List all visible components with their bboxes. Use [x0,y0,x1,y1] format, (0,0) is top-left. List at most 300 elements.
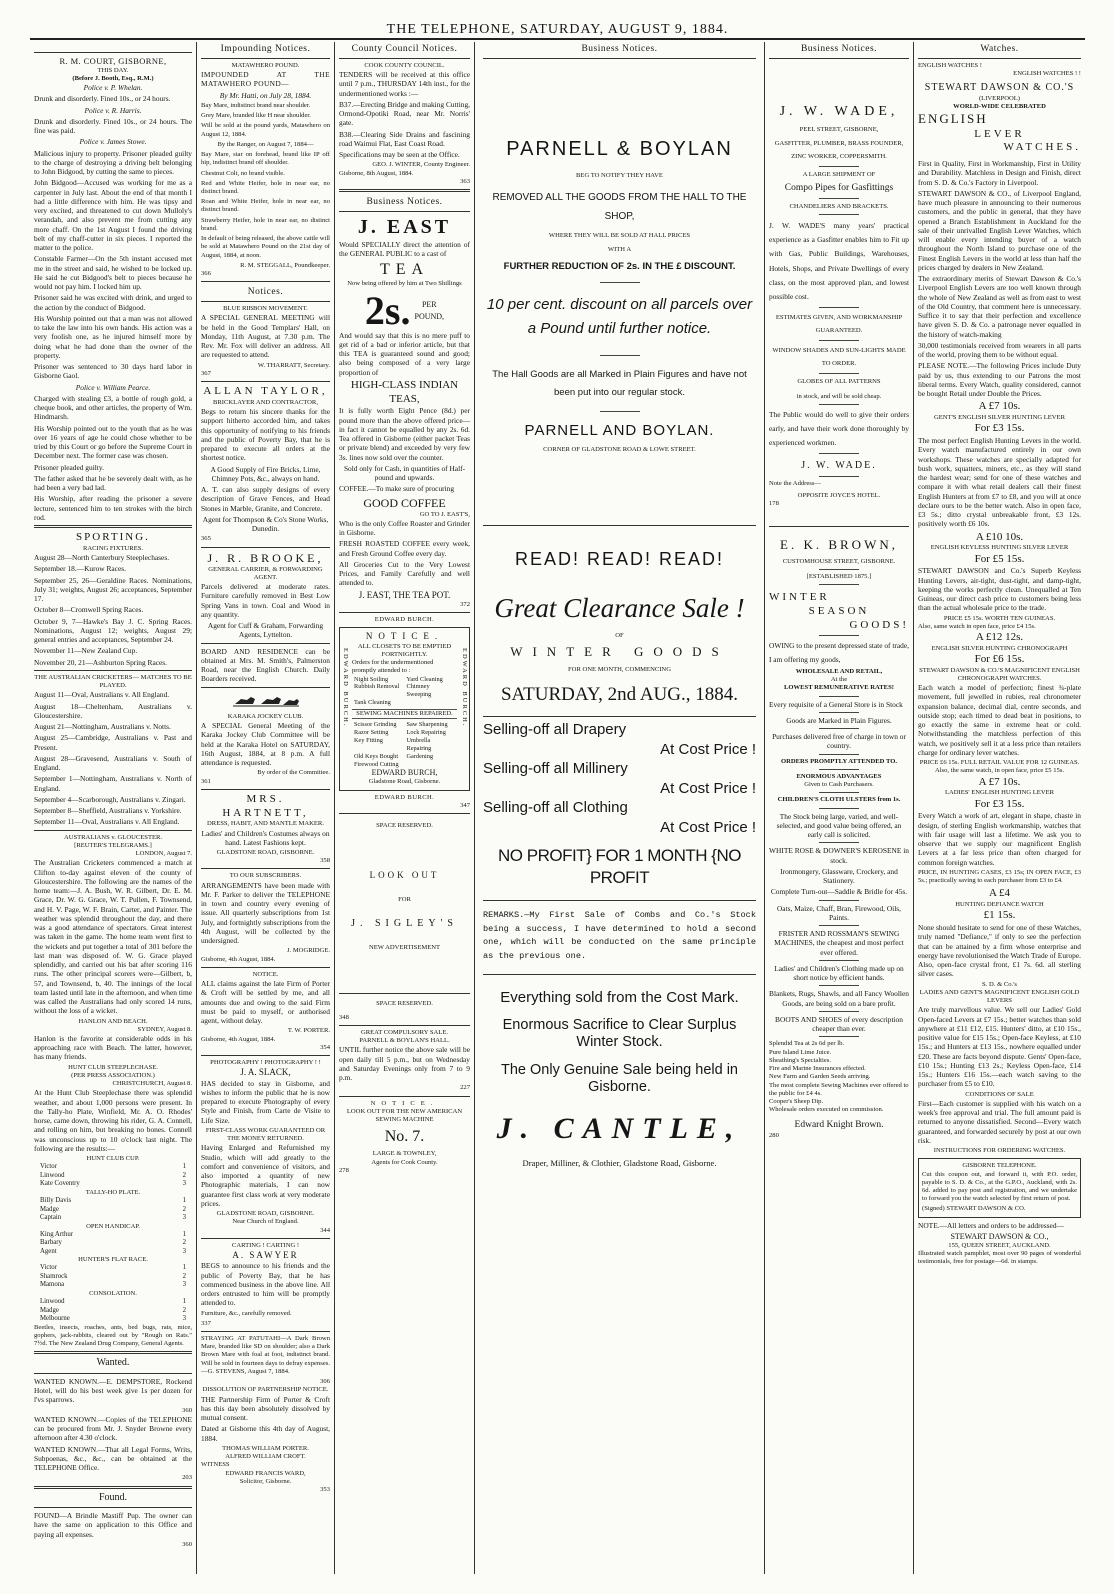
studio-text: Having Enlarged and Refurnished my Studio, which will add greatly to the comfort and convenience of visitors, and also imported a quantity of new Photographic materials, I can now guarantee first class work at very moderate prices. [201,1143,330,1208]
compulsory: GREAT COMPULSORY SALE. [360,1029,448,1037]
list-item: The most complete Sewing Machines ever offered to the public for £4 4s. [769,1081,909,1097]
fixture: November 11—New Zealand Cup. [34,646,138,656]
impound-item: Will be sold at the pound yards, Matawhero on August 12, 1884. [201,122,330,138]
ad-number: 358 [320,857,330,865]
instructions: INSTRUCTIONS FOR ORDERING WATCHES. [933,1147,1066,1155]
sporting-title: SPORTING. [76,531,150,544]
watches-header: Watches. [918,42,1081,59]
stock-text: The Stock being large, varied, and well-selected, and good value being offered, an early call is solicited. [776,811,902,840]
agents: Agents for Cook County. [371,1158,438,1166]
gladstone-road: GLADSTONE ROAD, GISBORNE. [216,849,315,857]
owing: OWING to the present depressed state of trade, I am offering my goods, [769,641,909,664]
english-watches: ENGLISH WATCHES ! ! [1013,70,1081,78]
horse-name: Mamona [40,1281,65,1289]
wanted-title: Wanted. [96,1357,130,1369]
impound-item: Chestnut Colt, no brand visible. [201,169,285,177]
date: Gisborne, 8th August, 1884. [339,169,414,177]
until-text: UNTIL further notice the above sale will be open daily till 5 p.m., but on Wednesday and Saturday Evenings only from 7 to 9 p.m. [339,1045,470,1083]
court-para: Charged with stealing £3, a bottle of rough gold, a cheque book, and other articles, the property of Wm. Hindmarsh. [34,393,192,422]
signature: THOMAS WILLIAM PORTER. [222,1444,309,1452]
gisborne-telephone: GISBORNE TELEPHONE. [962,1162,1037,1170]
watch-sub: STEWART DAWSON & CO.'S MAGNIFICENT ENGLISH CHRONOGRAPH WATCHES. [919,666,1080,682]
impound-item: Strawberry Heifer, hole in near ear, no distinct brand. [201,216,330,232]
selling-price: At Cost Price ! [660,818,756,836]
new-adv: NEW ADVERTISEMENT [368,944,441,952]
sale-price: For £6 15s. [974,652,1025,665]
wade-2: J. W. WADE. [801,460,877,472]
price-headline: A £12 12s. [975,631,1024,643]
dateline: SYDNEY, August 8. [137,1025,192,1033]
hartnett-text: Ladies' and Children's Costumes always on hand. Latest Fashions kept. [201,828,330,847]
result-row [34,1163,192,1171]
sewing: SEWING MACHINES REPAIRED. [352,709,457,719]
cash-buyers: Given to Cash Purchasers. [804,781,874,789]
court-para: Malicious injury to property. Prisoner pleaded guilty to the charge of destroying a driving belt belonging to John Bidgood, by cutting the same to pieces. [34,148,192,177]
by-hatti: By Mr. Hatti, on July 28, 1884. [219,90,312,100]
large-shipment: A LARGE SHIPMENT OF [802,170,876,178]
agent-cuff: Agent for Cuff & Graham, Forwarding Agents, Lyttelton. [207,621,324,640]
placing: 1 [182,1264,186,1272]
result-row [34,1231,192,1239]
watches: WATCHES. [1003,141,1081,154]
service-item: Chimney Sweeping [406,683,432,699]
court-para: Constable Farmer—On the 5th instant accused met me in the street and said, he wished to be locked up. He said he cut Bidgood's belt to pieces because he would not pay him. I locked him up. [34,254,192,292]
ad-number: 348 [339,1013,349,1021]
service-item: Gardening [406,752,434,760]
match: September 4—Scarborough, Australians v. Zingari. [34,794,186,804]
burch-name: EDWARD BURCH, [371,768,438,778]
photography: PHOTOGRAPHY ! PHOTOGRAPHY ! ! [210,1059,321,1067]
note-address: Note the Address— [769,479,822,487]
placing: 3 [182,1214,186,1222]
read-read-read: READ! READ! READ! [514,548,725,569]
court-para: Prisoner pleaded guilty. [34,462,104,472]
impound-item: In default of being released, the above cattle will be sold at Matawhero Pound on the 21st day of August, 1884, at noon. [201,235,330,259]
ad-number: 366 [201,270,211,278]
large-townley: LARGE & TOWNLEY, [372,1150,437,1158]
column-wade-brown [765,42,913,1574]
placing: 2 [182,1205,186,1213]
horse-name: Linwood [40,1171,65,1179]
ad-number: 363 [460,177,470,185]
fixture: September 18.—Kurow Races. [34,564,126,574]
of: OF [615,631,624,639]
ladies-clothing: Ladies' and Children's Clothing made up on short notice by efficient hands. [774,963,904,983]
indian-teas: HIGH-CLASS INDIAN TEAS, [350,378,459,405]
column-watches [914,42,1085,1574]
tea-note: Now being offered by him at Two Shillings [347,280,462,288]
witness: WITNESS [201,1461,230,1469]
karaka-text: A SPECIAL General Meeting of the Karaka Jockey Club Committee will be held at the Karaka Hotel on SATURDAY, 16th August, 1884, at 8 p.m. A full attendance is requested. [201,721,330,768]
placing: 2 [182,1306,186,1314]
race-name: TALLY-HO PLATE. [85,1188,141,1196]
rm-court-sub: THIS DAY. [97,66,129,74]
goods: GOODS! [849,618,909,631]
result-row [34,1315,192,1323]
strayed: STRAYING AT PATUTAHI—A Dark Brown Mare, branded like SD on shoulder; also a Dark Brown Mare with foal at foot, indistinct brand. Will be sold in fourteen days to defray expenses.—G. STEVENS, August 7, 1884. [201,1334,330,1375]
first-class: FIRST-CLASS WORK GUARANTEED OR THE MONEY RETURNED. [205,1126,326,1143]
court-para: Drunk and disorderly. Fined 10s., or 24 hours. [34,94,171,104]
tender-item: B38.—Clearing Side Drains and fascining road Waimui Flat, East Coast Road. [339,129,470,148]
watch-title: GENT'S ENGLISH SILVER HUNTING LEVER [934,414,1065,422]
dress-maker: DRESS, HABIT, AND MANTLE MAKER. [207,820,324,828]
selling-item: Selling-off all Millinery [483,760,628,778]
service-item: Tank Cleaning [354,699,391,707]
where: WHERE THEY WILL BE SOLD AT HALL PRICES [548,232,691,240]
fixture: October 8—Cromwell Spring Races. [34,605,144,615]
lever: LEVER [974,127,1025,140]
ad-number: 347 [460,801,470,809]
opposite: OPPOSITE JOYCE'S HOTEL. [797,491,881,499]
enormous-advantages: ENORMOUS ADVANTAGES [796,772,882,780]
selling-price: At Cost Price ! [660,740,756,758]
placing: 2 [182,1171,186,1179]
date: Gisborne, 4th August, 1884. [201,955,276,963]
rm-court-title: R. M. COURT, GISBORNE, [59,56,167,66]
impound-item: Grey Mare, branded like H near shoulder. [201,112,311,120]
established: [ESTABLISHED 1875.] [806,572,872,580]
placing: 1 [182,1197,186,1205]
service-item: Firewood Cutting [354,760,399,768]
burch-addr: Gladstone Road, Gisborne. [368,778,441,786]
knight-brown: Edward Knight Brown. [794,1120,884,1131]
service-item: Lock Repairing [406,729,446,737]
masthead: THE TELEPHONE, SATURDAY, AUGUST 9, 1884. [386,22,729,37]
every-req: Every requisite of a General Store is in Stock [769,699,903,709]
gasfitter: GASFITTER, PLUMBER, BRASS FOUNDER, ZINC WORKER, COPPERSMITH. [774,139,904,160]
everything: Everything sold from the Cost Mark. [500,988,739,1006]
orders-for: Orders for the undermentioned promptly attended to : [352,659,434,675]
globes: GLOBES OF ALL PATTERNS [797,378,881,386]
price-headline: A £7 10s. [978,775,1021,788]
good-coffee: GOOD COFFEE [363,495,446,510]
race-name: OPEN HANDICAP. [86,1222,140,1230]
dateline: LONDON, August 7. [135,850,192,858]
remarks: REMARKS.—My First Sale of Combs and Co.'s Stock being a success, I have determined to hold a second one, which will be conducted on the same principle as the previous one. [483,909,756,962]
match: September 1—Nottingham, Australians v. North of England. [34,774,192,793]
result-row [34,1206,192,1214]
court-para: Prisoner was sentenced to 30 days hard labor in Gisborne Gaol. [34,362,192,381]
list-item: Sheathing's Specialties. [769,1056,831,1064]
race-name: HUNTER'S FLAT RACE. [78,1256,148,1264]
parnell-hall: PARNELL & BOYLAN'S HALL. [359,1037,450,1045]
match: August 28—Gravesend, Australians v. South of England. [34,753,192,773]
pound: POUND, [414,311,445,321]
ten-percent: 10 per cent. discount on all parcels over a Pound until further notice. [486,296,753,338]
placing: 3 [182,1180,186,1188]
column-county-council [335,42,474,1574]
placing: 3 [182,1247,186,1255]
placing: 3 [182,1315,186,1323]
services-grid [352,721,457,768]
watch-text: Each watch a model of perfection; finest ¾-plate movement, full jewelled in rubies, real chronometer expansion balance, decimal dial, centre seconds, and outside stop; each timed to dead beat in positions, to go exactly the same in extreme heat or cold. Notwithstanding the matchless perfection of this watch, we positively sell it at a less price than retailers charge for ordinary lever watches. [918,683,1081,757]
tender-item: B37.—Erecting Bridge and making Cutting, Ormond-Opotiki Road, near Mr. Norris' gate. [339,99,470,128]
sd-address: STEWART DAWSON & CO., [950,1231,1049,1241]
result-row [34,1214,192,1222]
sigley: J. SIGLEY'S [351,917,458,929]
watch-title: LADIES' ENGLISH HUNTING LEVER [944,789,1055,797]
wanted-item: WANTED KNOWN.—Copies of the TELEPHONE can be procured from Mr. J. Snyder Browne every afternoon after 4.30 o'clock. [34,1414,192,1443]
service-item: Razor Setting [354,729,389,737]
porter-text: ALL claims against the late Firm of Porter & Croft will be settled by me, and all amounts due and owing to the said Firm must be paid to myself, or authorised agent, without delay. [201,979,330,1026]
horse-name: Victor [40,1264,57,1272]
race-name: HUNT CLUB CUP. [86,1155,140,1163]
impounding-header: Impounding Notices. [201,42,330,59]
notice: NOTICE. [370,1099,439,1107]
ad-number: 354 [320,1043,330,1051]
cricket-report: The Australian Cricketers commenced a match at Clifton to-day against eleven of the county of Gloucestershire. The following are the names of the home team:—J. A. Bush, W. R. Gilbert, Dr. E. M. Grace, Dr. W. G. Grace, W. T. Pullen, F. Townsend, and H. V. Page, W. F. Brain, Carter, and Painter. The weather was splendid throughout the day, and there was a good attendance of spectators. Great interest was taken in the game. The home team went first to the wickets and put together a total of 301 before the last man was disposed of. W. G. Grace played splendidly, and carried out his bat after scoring 116 runs. The other principal scorers were—Gilbert, b, 57, and Townsend, b, 40. The innings of the local team lasted until late in the afternoon, and when time was called the Australians had only scored 14 runs, without the loss of a wicket. [34,858,192,1016]
watch-text: Every Watch a work of art, elegant in shape, chaste in design, of sterling English workmanship, watches that with fair usage will last a lifetime. We ask you to observe that we supply our magnificent English Levers at a far less price than often charged for common foreign watches. [918,811,1081,867]
fresh: FRESH ROASTED COFFEE every week, and Fresh Ground Coffee every day. [339,539,470,558]
frister: FRISTER AND ROSSMAN'S SEWING MACHINES, the cheapest and most perfect ever offered. [774,929,904,957]
signature: W. THARRATT, Secretary. [257,361,330,369]
compo-pipes: Compo Pipes for Gasfittings [784,183,894,194]
signature: R. M. STEGGALL, Poundkeeper. [240,261,330,269]
placing: 3 [182,1281,186,1289]
beg-to-notify: BEG TO NOTIFY THEY HAVE [576,171,663,179]
court-para: Police v. William Pearce. [75,382,151,392]
taylor-text: Begs to return his sincere thanks for the support hitherto accorded him, and takes this opportunity of notifying to his friends and the public of Poverty Bay, that he is prepared to execute all orders at the shortest notice. [201,407,330,463]
placing: 1 [182,1230,186,1238]
hartnett: MRS. HARTNETT, [222,792,309,819]
list-item: New Farm and Garden Seeds arriving. [769,1073,871,1081]
horse-name: Billy Davis [40,1197,72,1205]
match: August 11—Oval, Australians v. All England. [34,690,170,700]
watch-title: ENGLISH KEYLESS HUNTING SILVER LEVER [930,544,1069,552]
horse-name: King Arthur [40,1230,74,1238]
notice: NOTICE. [252,970,279,978]
column-business-notices [475,42,764,1574]
east-text: Would SPECIALLY direct the attention of the GENERAL PUBLIC to a cast of [339,239,470,259]
carting: CARTING ! CARTING ! [231,1241,300,1249]
hunt-title: HUNT CLUB STEEPLECHASE. [68,1063,158,1071]
impounded: IMPOUNDED AT THE MATAWHERO POUND— [201,70,330,89]
signature: T. W. PORTER. [287,1027,330,1035]
result-row [34,1172,192,1180]
list-item: Pure Island Lime Juice. [769,1048,832,1056]
wade: J. W. WADE, [779,103,899,119]
ad-number: 367 [201,369,211,377]
lowest: LOWEST REMUNERATIVE RATES! [784,684,894,692]
ad-number: 227 [460,1084,470,1092]
winter: WINTER [769,591,830,604]
ad-number: 337 [201,1319,211,1327]
closets: ALL CLOSETS TO BE EMPTIED FORTNIGHTLY. [357,642,452,658]
east-text: And would say that this is no mere puff to get rid of a bad or inferior article, but that this TEA is guaranteed sound and good; also being composed of a very large proportion of [339,330,470,377]
business-header: Business Notices. [483,42,756,59]
space-reserved: SPACE RESERVED. [376,822,433,830]
store-list [769,1040,909,1114]
coffee-text: Who is the only Coffee Roaster and Grinder in Gisborne. [339,518,470,538]
dissolution-text: THE Partnership Firm of Porter & Croft has this day been absolutely dissolved by mutual consent. [201,1394,330,1423]
blue-ribbon: BLUE RIBBON MOVEMENT. [223,305,308,313]
horse-name: Madge [40,1306,59,1314]
horse-race-icon [201,691,330,711]
cricketers-title: THE AUSTRALIAN CRICKETERS— MATCHES TO BE PLAYED. [34,673,192,690]
space-reserved: SPACE RESERVED. [376,999,433,1007]
service-item: Yard Cleaning [406,675,443,683]
impound-item: Red and White Heifer, hole in near ear, no distinct brand. [201,179,330,195]
burch-side-label: EDWARD BURCH. [342,648,350,728]
sale-price: For £5 15s. [974,552,1025,565]
hunt-text: At the Hunt Club Steeplechase there was splendid weather, and about 1,000 persons were present. In the Tally-ho Plate, Winfield, Mr. A. O. Rhodes' horse, came down, throwing his rider, G. A. Connell, and rolling on him, but breaking no bones. Connell was unconscious up to 10 o'clock last night. The following are the results:— [34,1088,192,1153]
orders-promptly: ORDERS PROMPTLY ATTENDED TO. [780,757,898,765]
worldwide: WORLD-WIDE CELEBRATED [953,103,1046,111]
burch-top: EDWARD BURCH. [374,616,435,624]
service-item: Scissor Grinding [354,721,397,729]
near-church: Near Church of England. [232,1218,299,1226]
hanlon-title: HANLON AND BEACH. [78,1017,148,1025]
by-order: By order of the Committee. [257,769,330,777]
no-profit: NO PROFIT} FOR 1 MONTH {NO PROFIT [498,846,741,887]
service-item: Old Keys Bought [354,752,399,760]
chandeliers: CHANDELIERS AND BRACKETS. [789,203,889,211]
result-row [34,1264,192,1272]
result-row [34,1298,192,1306]
ad-number: 365 [201,535,211,543]
selling-list [483,720,756,837]
blue-text: A SPECIAL GENERAL MEETING will be held in the Good Templars' Hall, on Monday, 11th August, at 7.30 p.m. The Rev. Mr. Fox will deliver an address. All are requested to attend. [201,313,330,360]
impound-item: By the Ranger, on August 7, 1884— [217,140,314,148]
selling-item: Selling-off all Clothing [483,799,628,817]
column-court-sporting [30,42,196,1574]
column-impounding-notices [197,42,334,1574]
list-item: Cooper's Sheep Dip. [769,1097,824,1105]
boots: BOOTS AND SHOES of every description cheaper than ever. [775,1014,903,1034]
clearance-sale: Great Clearance Sale ! [494,593,745,624]
no-7: No. 7. [384,1128,425,1146]
tender-text: TENDERS will be received at this office until 7 p.m., THURSDAY 14th inst., for the undermentioned works :— [339,70,470,98]
allan-taylor: ALLAN TAYLOR, [203,385,328,398]
result-row [34,1281,192,1289]
coffee-note: COFFEE.—To make sure of procuring [339,484,455,494]
english-watches: ENGLISH WATCHES ! [918,61,982,69]
burch-bottom: EDWARD BURCH. [374,793,435,801]
jrb-brooke: J. R. BROOKE, [207,550,324,565]
burch-notice: NOTICE. [365,631,444,642]
result-row [34,1248,192,1256]
price-line: PRICE £6 15s. FULL RETAIL VALUE FOR 12 GUINEAS. [919,759,1080,767]
window-shades: WINDOW SHADES AND SUN-LIGHTS MADE TO ORDER. [772,347,906,368]
price-line: PRICE, IN HUNTING CASES, £3 15s; IN OPEN FACE, £3 5s.; practically saving to each purchaser from £3 to £4. [918,868,1081,885]
purchases: Purchases delivered free of charge in town or country. [772,732,906,751]
oats: Oats, Maize, Chaff, Bran, Firewood, Oils, Paints. [776,903,902,922]
dateline: CHRISTCHURCH, August 8. [112,1080,192,1088]
court-para: Police v. James Stowe. [79,137,147,147]
list-item: Wholesale orders executed on commission. [769,1106,884,1114]
court-para: Prisoner said he was excited with drink, and urged to the action by the conduct of Bidgood. [34,293,192,312]
signature: ALFRED WILLIAM CROFT. [225,1453,306,1461]
matawhero-pound: MATAWHERO POUND. [231,61,300,69]
race-results [34,1155,192,1323]
business-header: Business Notices. [769,42,909,59]
watch-title: ENGLISH SILVER HUNTING CHRONOGRAPH [931,644,1068,652]
parnell-boylan: PARNELL & BOYLAN [506,137,733,160]
notices-header: Notices. [201,285,330,302]
horse-name: Shamrock [40,1272,68,1280]
price-headline: A £7 10s. [978,400,1021,413]
ad-number: 178 [769,500,779,508]
sd-text: STEWART DAWSON & CO., of Liverpool England, have much pleasure in announcing to their numerous customers, and the public in general, that they have opened a Branch Establishment in Auckland for the sale of their unrivalled English Lever Watches, which will enable every intending buyer of a watch throughout the North Island to purchase one of the Finest English Levers in the world at less than half the prices charged by dealers in New Zealand. [918,188,1081,272]
stewart-dawson: STEWART DAWSON & CO.'S [924,82,1075,94]
draper: Draper, Milliner, & Clothier, Gladstone Road, Gisborne. [522,1157,717,1168]
horse-name: Victor [40,1163,57,1171]
match: August 25—Cambridge, Australians v. Past and Present. [34,733,192,752]
specs: Specifications may be seen at the Office. [339,150,460,160]
price-block [339,287,470,333]
coupon-text: Cut this coupon out, and forward it, with P.O. order, payable to S. D. & Co., at the G.P.O., Auckland, with 2s. 6d. added to pay post and registration, and we undertake to forward you the watch selected by first return of post. [922,1170,1077,1203]
also-line: Also, same watch in open face, price £4 15s. [918,622,1036,630]
press-assoc: (PER PRESS ASSOCIATION.) [71,1071,155,1079]
one-month: FOR ONE MONTH, COMMENCING [568,666,671,674]
result-row [34,1239,192,1247]
hanlon-text: Hanlon is the favorite at considerable odds in his approaching race with Beach. The latter, however, has many friends. [34,1033,192,1062]
per: PER [421,300,437,310]
service-item: Rubbish Removal [354,683,400,691]
wade-text: J. W. WADE'S many years' practical experience as a Gasfitter enables him to Fit up with Gas, Public Buildings, Warehouses, Hotels, Shops, and Private Dwellings of every class, on the most approved plan, and lowest possible cost. [769,221,909,301]
dated: Dated at Gisborne this 4th day of August, 1884. [201,1424,330,1443]
watch-text: STEWART DAWSON and Co.'s Superb Keyless Hunting Levers, air-tight, dust-tight, and damp-tight, keeping the works perfectly clean. Unequalled at Ten Guineas, our direct cash price to customers being less than the actual wholesale price to the trade. [918,566,1081,613]
customhouse: CUSTOMHOUSE STREET, GISBORNE. [782,557,896,565]
estimates: ESTIMATES GIVEN, AND WORKMANSHIP GUARANTEED. [775,313,903,334]
saturday-date: SATURDAY, 2nd AUG., 1884. [500,683,739,705]
placing: 1 [182,1298,186,1306]
testimonials: 30,000 testimonials received from wearers in all parts of the world, proving them to be without equal. [918,340,1081,360]
ad-number: 306 [320,1378,330,1386]
ad-number: 360 [182,1540,192,1548]
conditions: CONDITIONS OF SALE [965,1090,1034,1098]
signature: J. MOGRIDGE. [286,947,330,955]
ad-number: 278 [339,1166,349,1174]
illustrated: Illustrated watch pamphlet, most over 90 pages of wonderful testimonials, free for postage—6d. in stamps. [918,1250,1081,1266]
reuter: [REUTER'S TELEGRAMS.] [74,841,152,849]
burch-notice-box [339,627,470,790]
east-text: It is fully worth Eight Pence (8d.) per pound more than the above offered price—in fact it cannot be equalled by any 2s. 6d. Tea offered in Gisborne (either packet Teas or private blend) and exceeded by very few 3s. lines now sold over the counter. [339,406,470,462]
slack: J. A. SLACK, [240,1067,291,1078]
tombstones: A. T. can also supply designs of every description of Grave Fences, and Head Stones in Marble, Granite, and Concrete. [201,485,330,513]
blankets: Blankets, Rugs, Shawls, and all Fancy Woollen Goods, are being sold on a bare profit. [769,989,909,1008]
sawyer-text: BEGS to announce to his friends and the public of Poverty Bay, that he has commenced business in the above line. All orders entrusted to him will be promptly attended to. [201,1261,330,1308]
edward-ward: EDWARD FRANCIS WARD, [225,1469,306,1477]
horse-name: Madge [40,1205,59,1213]
list-item: Fire and Marine Insurances effected. [769,1065,866,1073]
wanted-item: WANTED KNOWN.—That all Legal Forms, Writs, Subpoenas, &c., &c., can be obtained at the TELEPHONE Office. [34,1444,192,1473]
coupon-box [918,1158,1081,1217]
selling-price: At Cost Price ! [660,779,756,797]
ad-number: 360 [182,1406,192,1414]
furniture: Furniture, &c., carefully removed. [201,1309,292,1317]
note: NOTE.—All letters and orders to be addressed— [918,1220,1064,1230]
gladstone-road: GLADSTONE ROAD, GISBORNE. [216,1210,315,1218]
impound-item: Bay Mare, star on forehead, brand like IP off hip, indistinct brand off shoulder. [201,151,330,167]
queen-street: 155, QUEEN STREET, AUCKLAND. [948,1241,1051,1249]
horse-name: Barbary [40,1239,62,1247]
peel-street: PEEL STREET, GISBORNE, [799,126,879,134]
sale-price: £1 15s. [983,909,1016,922]
result-row [34,1180,192,1188]
court-para: Drunk and disorderly. Fined 10s., or 24 hours. The fine was paid. [34,116,192,136]
lookout-text: LOOK OUT FOR THE NEW AMERICAN SEWING MACHINE [346,1107,463,1124]
race-name: CONSOLATION. [89,1289,137,1297]
go-to: GO TO J. EAST'S, [419,510,470,518]
rough-on-rats: Beetles, insects, roaches, ants, bed bugs, rats, mice, gophers, jack-rabbits, cleared out by "Rough on Rats." 7½d. The New Zealand Drug Company, General Agents. [34,1323,192,1348]
season: SEASON [808,604,870,617]
business-header: Business Notices. [339,195,470,212]
also-line: Also, the same watch, in open face, price £5 15s. [934,767,1065,775]
watch-title: HUNTING DEFIANCE WATCH [955,901,1044,909]
please-note: PLEASE NOTE.—The following Prices include Duty paid by us, thus extending to our Patrons the most liberal terms. Every Watch, quality considered, cannot be bought Retail under Double the Prices. [918,361,1081,399]
ad-number: 280 [769,1132,779,1140]
